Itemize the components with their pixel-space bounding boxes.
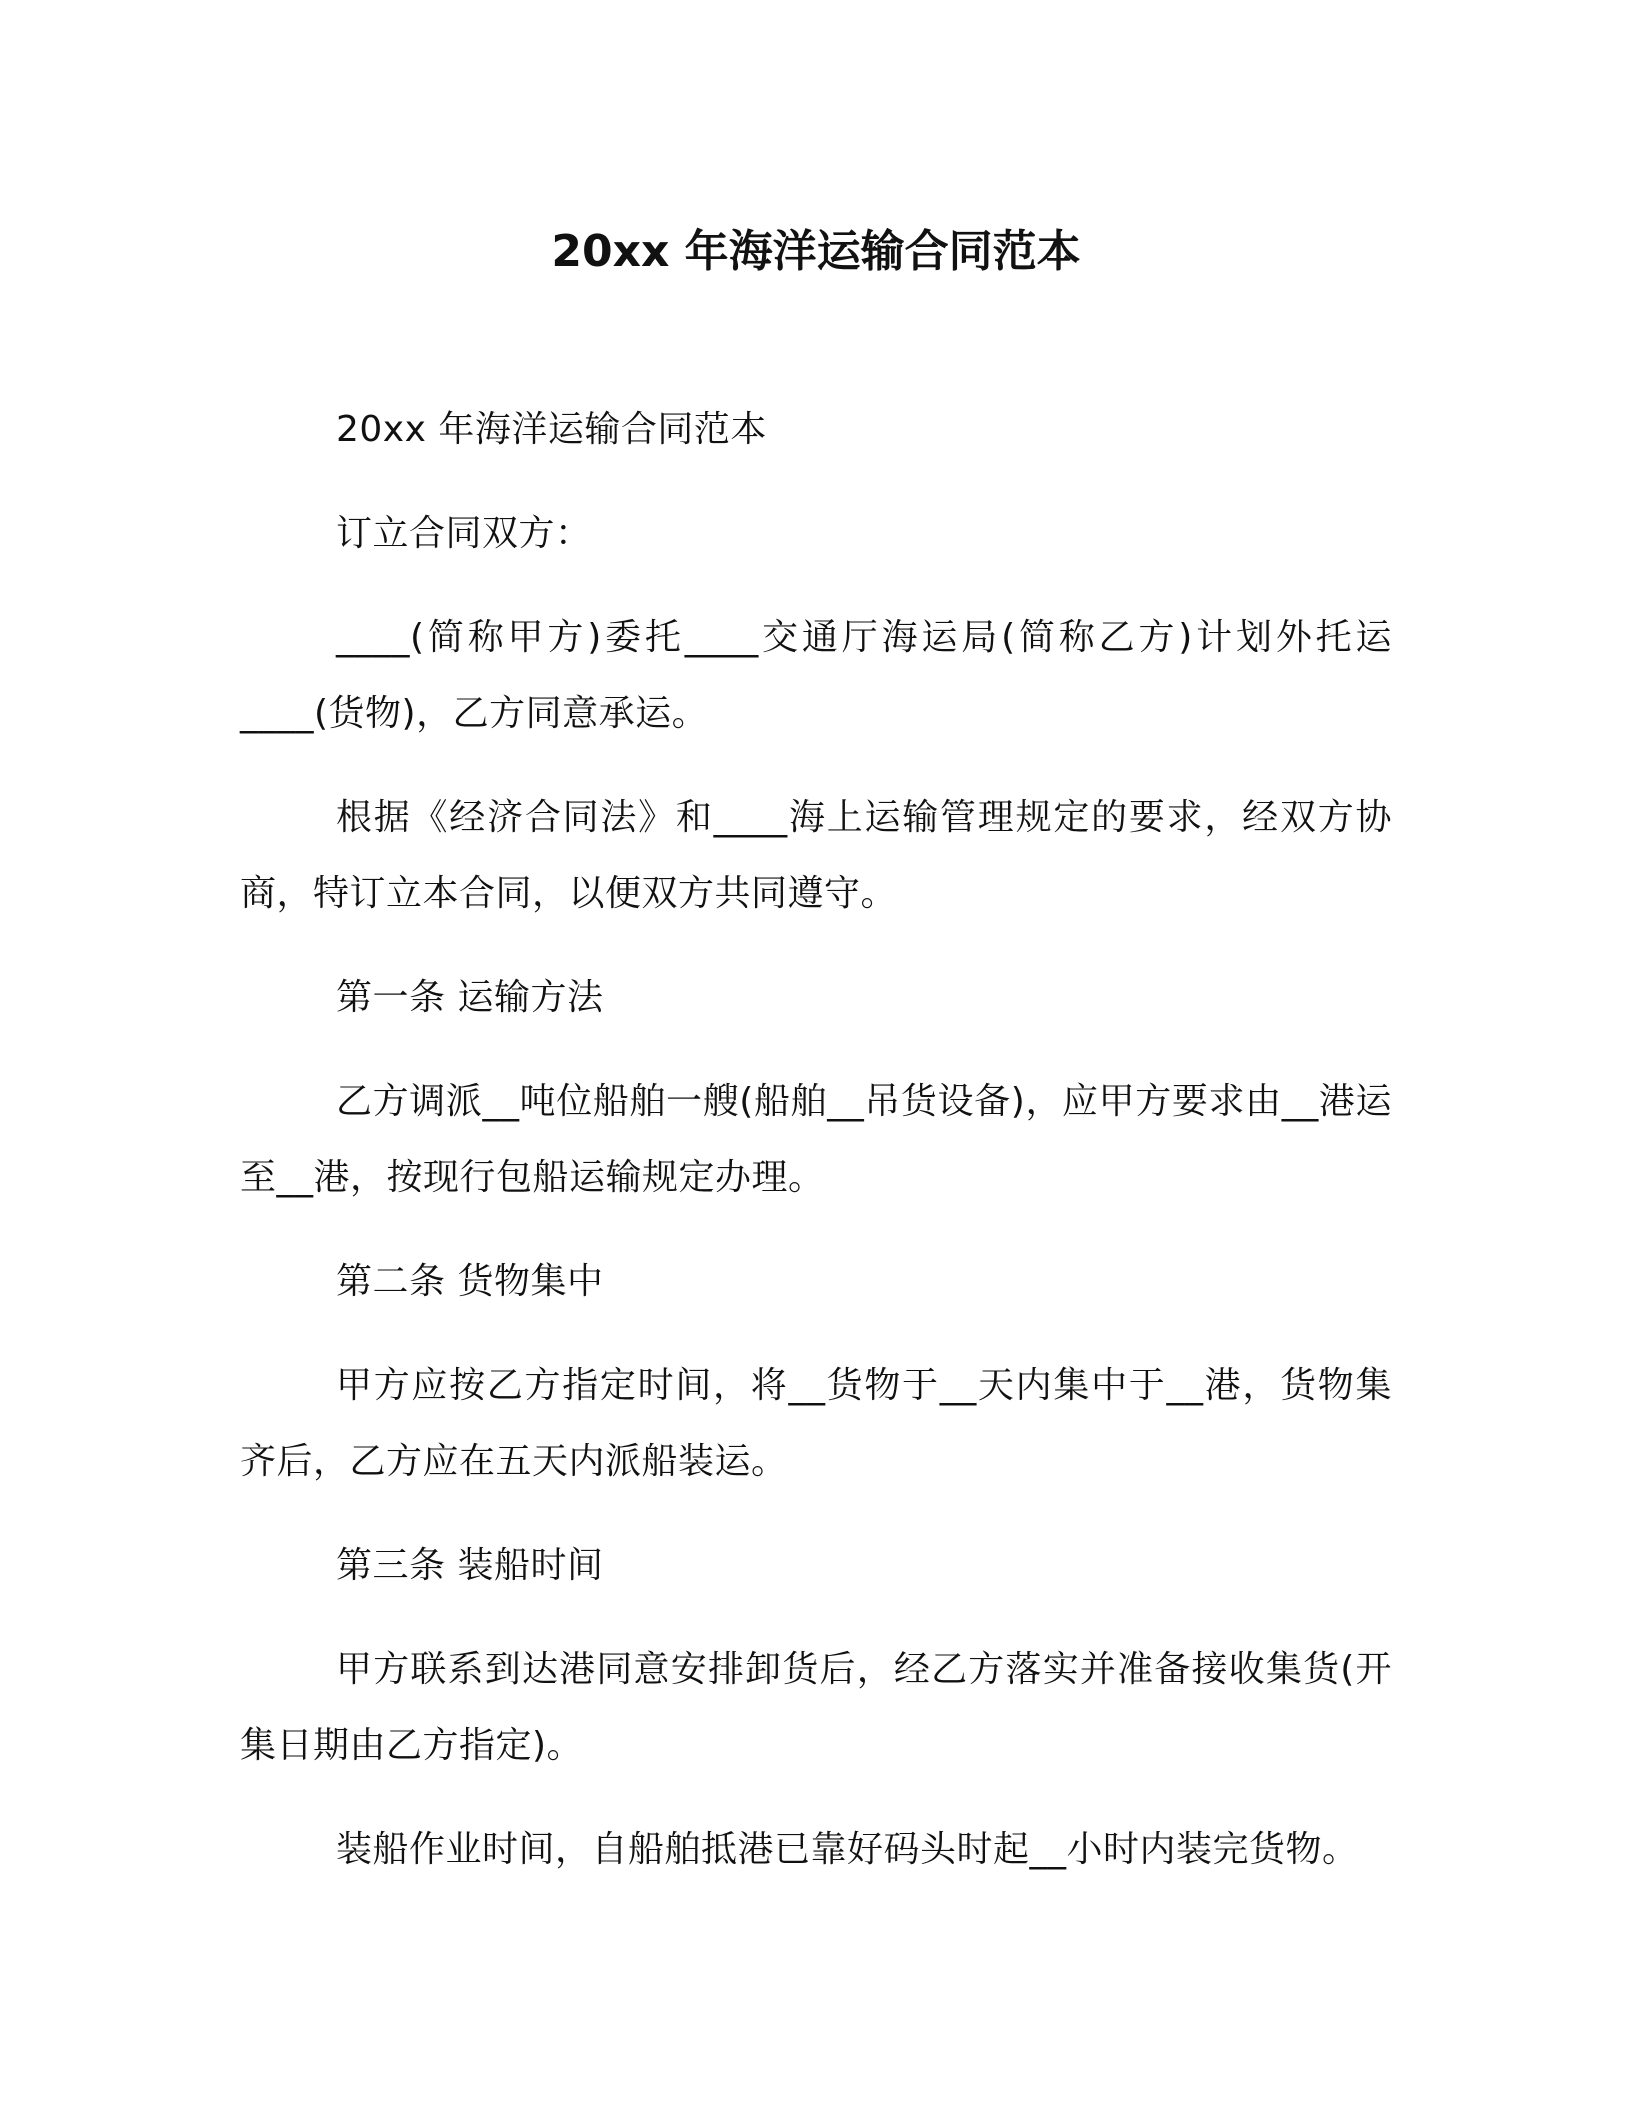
article-2-heading: 第二条 货物集中: [336, 1261, 604, 1302]
document-title: 20xx 年海洋运输合同范本: [551, 226, 1081, 277]
article-3-heading: 第三条 装船时间: [336, 1545, 604, 1586]
article-1-heading: 第一条 运输方法: [336, 977, 604, 1018]
article-3-loading-time: 装船作业时间，自船舶抵港已靠好码头时起__小时内装完货物。: [336, 1829, 1359, 1870]
paragraph-basis: 根据《经济合同法》和____海上运输管理规定的要求，经双方协商，特订立本合同，以便双方共同遵守。: [240, 797, 1392, 914]
paragraph-subtitle: 20xx 年海洋运输合同范本: [336, 409, 767, 450]
article-2-text: 甲方应按乙方指定时间，将__货物于__天内集中于__港，货物集齐后，乙方应在五天内派船装运。: [240, 1365, 1392, 1482]
paragraph-parties: ____(简称甲方)委托____交通厅海运局(简称乙方)计划外托运____(货物)，乙方同意承运。: [240, 617, 1392, 734]
article-1-text: 乙方调派__吨位船舶一艘(船舶__吊货设备)，应甲方要求由__港运至__港，按现行包船运输规定办理。: [240, 1081, 1392, 1198]
paragraph-parties-heading: 订立合同双方：: [336, 513, 592, 554]
document-body: [240, 392, 1392, 1916]
article-3-text: 甲方联系到达港同意安排卸货后，经乙方落实并准备接收集货(开集日期由乙方指定)。: [240, 1649, 1392, 1766]
